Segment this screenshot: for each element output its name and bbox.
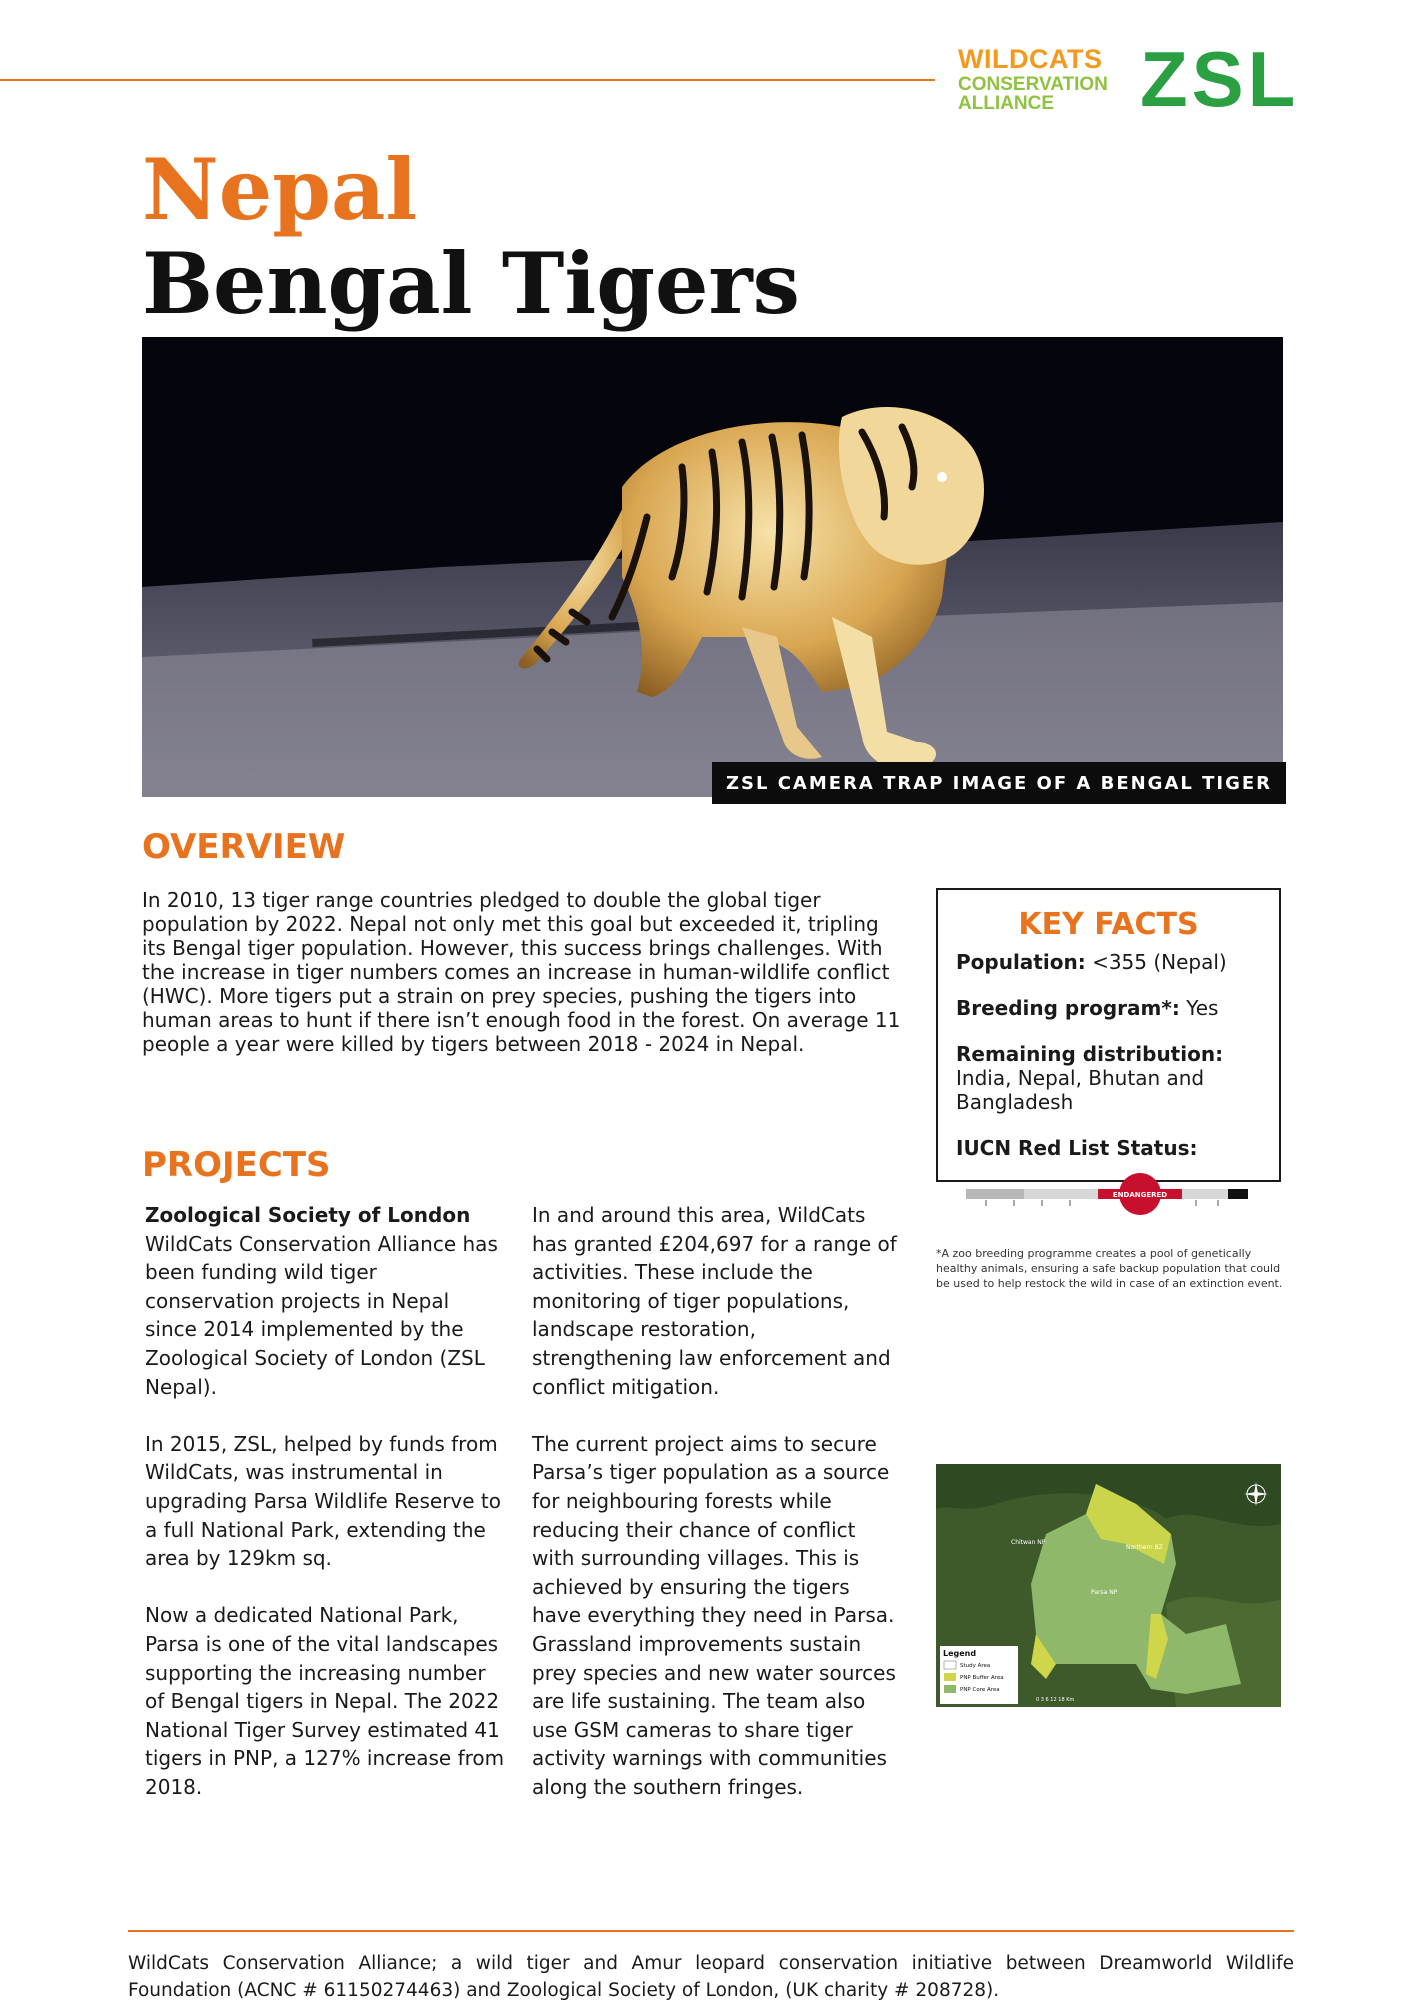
parsa-map <box>936 1464 1281 1707</box>
footer-rule <box>128 1930 1294 1932</box>
projects-heading: PROJECTS <box>142 1145 331 1185</box>
wildcats-logo <box>958 46 1108 113</box>
fact-distribution <box>956 1042 1276 1114</box>
tiger-illustration <box>142 337 1283 797</box>
page-title-species: Bengal Tigers <box>142 234 800 333</box>
footer-text: WildCats Conservation Alliance; a wild tiger and Amur leopard conservation initiative between Dreamworld Wildlife Foundation (ACNC # 61150274463) and Zoological Society of London, (UK charity # 208728). <box>128 1953 1294 2001</box>
fact-breeding <box>956 996 1276 1020</box>
projects-paragraph-5: The current project aims to secure Parsa’s tiger population as a source for neighbouring forests while reducing their chance of conflict with surrounding villages. This is achieved by ensuring the tigers have everything they need in Parsa. Grassland improvements sustain prey species and new water sources are life sustaining. The team also use GSM cameras to share tiger activity warnings with communities along the southern fringes. <box>532 1431 896 1799</box>
map-label-parsa: Parsa NP <box>1091 1589 1118 1596</box>
key-facts-heading: KEY FACTS <box>1018 907 1199 942</box>
zsl-logo: ZSL <box>1140 35 1300 123</box>
wildcats-logo-line3: ALLIANCE <box>958 93 1055 114</box>
map-label-buffer: Northern BZ <box>1126 1544 1163 1551</box>
fact-population <box>956 950 1276 974</box>
overview-heading: OVERVIEW <box>142 827 346 867</box>
map-legend-buffer: PNP Buffer Area <box>960 1675 1004 1681</box>
fact-iucn <box>956 1136 1276 1160</box>
map-legend-title: Legend <box>943 1649 977 1658</box>
projects-column-right <box>532 1201 902 1830</box>
wildcats-logo-line2: CONSERVATION <box>958 74 1108 95</box>
map-label-chitwan: Chitwan NP <box>1011 1539 1046 1546</box>
projects-paragraph-3: Now a dedicated National Park, Parsa is one of the vital landscapes supporting the increasing number of Bengal tigers in Nepal. The 2022 National Tiger Survey estimated 41 tigers in PNP, a 127% increase from 2018. <box>145 1603 505 1799</box>
iucn-status-label: ENDANGERED <box>1112 1191 1168 1199</box>
breeding-footnote: *A zoo breeding programme creates a pool of genetically healthy animals, ensuring a safe backup population that could be used to help restock the wild in case of an extinction event. <box>936 1247 1283 1290</box>
key-facts-box <box>936 888 1281 1182</box>
wildcats-logo-line1: WILDCATS <box>958 44 1103 74</box>
projects-paragraph-2: In 2015, ZSL, helped by funds from WildCats, was instrumental in upgrading Parsa Wildlife Reserve to a full National Park, extending the area by 129km sq. <box>145 1431 501 1571</box>
fact-distribution-label: Remaining distribution: <box>956 1042 1224 1066</box>
fact-breeding-value: Yes <box>1186 996 1219 1020</box>
fact-population-value: <355 (Nepal) <box>1092 950 1227 974</box>
page-title-country: Nepal <box>142 140 418 239</box>
photo-caption: ZSL CAMERA TRAP IMAGE OF A BENGAL TIGER <box>712 762 1286 804</box>
fact-iucn-label: IUCN Red List Status: <box>956 1136 1198 1160</box>
projects-org-name: Zoological Society of London <box>145 1203 471 1227</box>
projects-column-left <box>145 1201 505 1830</box>
projects-paragraph-4: In and around this area, WildCats has granted £204,697 for a range of activities. These include the monitoring of tiger populations, landscape restoration, strengthening law enforcement and conflict mitigation. <box>532 1203 897 1399</box>
header-rule <box>0 79 935 81</box>
fact-distribution-value: India, Nepal, Bhutan and Bangladesh <box>956 1066 1205 1114</box>
projects-paragraph-1: WildCats Conservation Alliance has been funding wild tiger conservation projects in Nepal since 2014 implemented by the Zoological Society of London (ZSL Nepal). <box>145 1231 498 1399</box>
tiger-camera-trap-photo <box>142 337 1283 797</box>
map-legend-study: Study Area <box>960 1663 991 1669</box>
iucn-status-scale <box>966 1166 1248 1216</box>
map-legend-core: PNP Core Area <box>960 1687 1000 1693</box>
map-scale: 0 3 6 12 18 Km <box>1036 1697 1075 1703</box>
fact-population-label: Population: <box>956 950 1086 974</box>
overview-text: In 2010, 13 tiger range countries pledged to double the global tiger population by 2022. Nepal not only met this goal but exceeded it, tripling its Bengal tiger population. However, this success brings challenges. With the increase in tiger numbers comes an increase in human-wildlife conflict (HWC). More tigers put a strain on prey species, pushing the tigers into human areas to hunt if there isn’t enough food in the forest. On average 11 people a year were killed by tigers between 2018 - 2024 in Nepal. <box>142 888 901 1056</box>
fact-breeding-label: Breeding program*: <box>956 996 1180 1020</box>
